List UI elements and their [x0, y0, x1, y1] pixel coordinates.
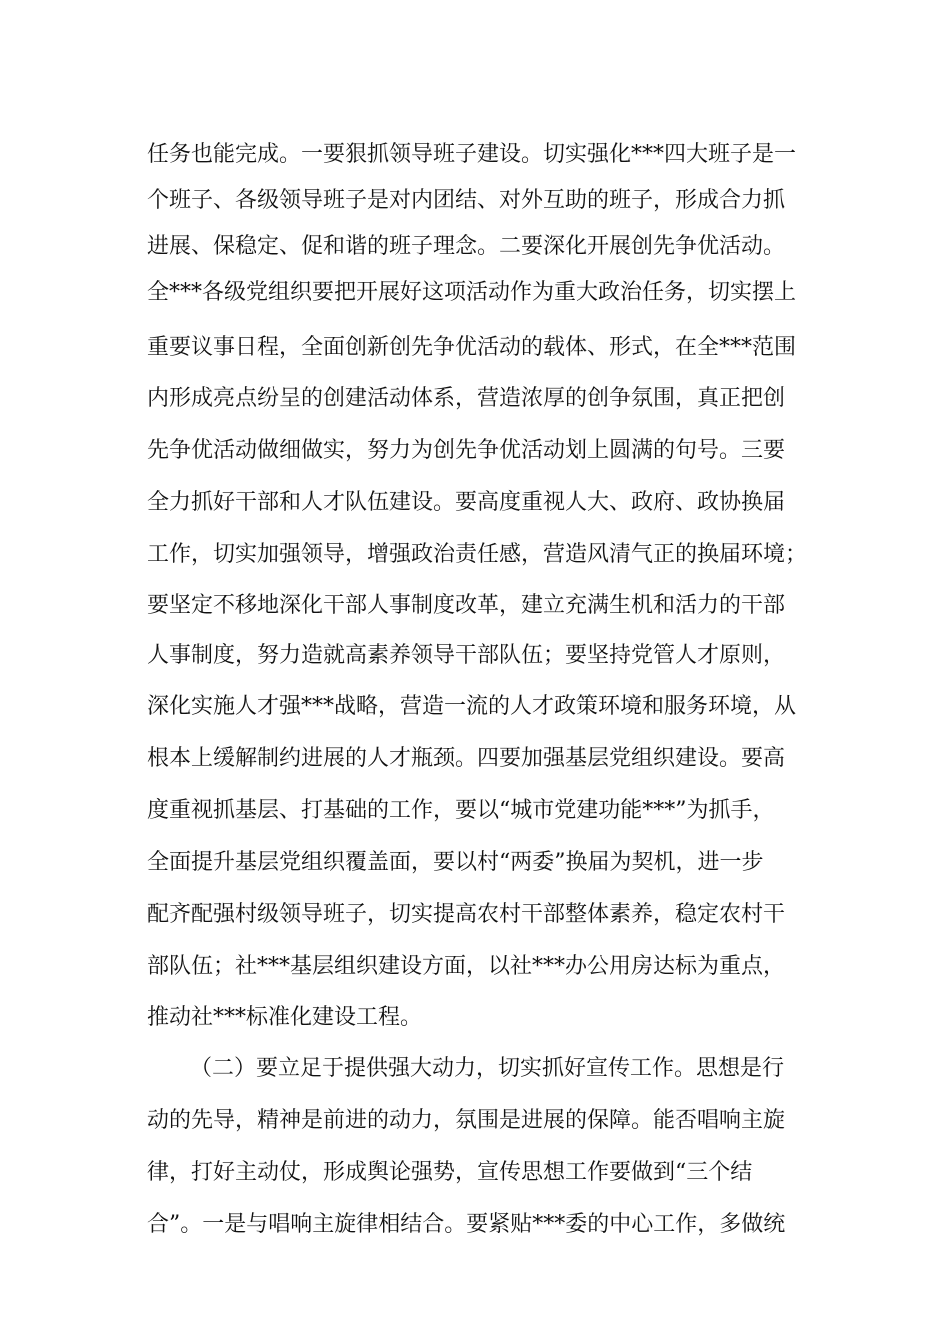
- text-line: 全***各级党组织要把开展好这项活动作为重大政治任务，切实摆上: [147, 280, 797, 305]
- text-line: 全面提升基层党组织覆盖面，要以村“两委”换届为契机，进一步: [147, 850, 764, 875]
- text-line: 任务也能完成。一要狠抓领导班子建设。切实强化***四大班子是一: [147, 142, 797, 167]
- text-line: 度重视抓基层、打基础的工作，要以“城市党建功能***”为抓手，: [147, 798, 775, 823]
- paragraph-first-line: （二）要立足于提供强大动力，切实抓好宣传工作。思想是行: [190, 1056, 785, 1081]
- text-line: 要坚定不移地深化干部人事制度改革，建立充满生机和活力的干部: [147, 593, 786, 618]
- text-line: 配齐配强村级领导班子，切实提高农村干部整体素养，稳定农村干: [147, 902, 786, 927]
- text-line: 推动社***标准化建设工程。: [147, 1005, 423, 1030]
- text-line: 内形成亮点纷呈的创建活动体系，营造浓厚的创争氛围，真正把创: [147, 386, 786, 411]
- text-line: 根本上缓解制约进展的人才瓶颈。四要加强基层党组织建设。要高: [147, 746, 786, 771]
- text-line: 全力抓好干部和人才队伍建设。要高度重视人大、政府、政协换届: [147, 490, 786, 515]
- text-line: 深化实施人才强***战略，营造一流的人才政策环境和服务环境，从: [147, 694, 797, 719]
- text-line: 工作，切实加强领导，增强政治责任感，营造风清气正的换届环境；: [147, 542, 808, 567]
- text-line: 人事制度，努力造就高素养领导干部队伍；要坚持党管人才原则，: [147, 643, 786, 668]
- text-line: 律，打好主动仗，形成舆论强势，宣传思想工作要做到“三个结: [147, 1160, 753, 1185]
- text-line: 动的先导，精神是前进的动力，氛围是进展的保障。能否唱响主旋: [147, 1108, 786, 1133]
- text-line: 重要议事日程，全面创新创先争优活动的载体、形式，在全***范围: [147, 335, 797, 360]
- text-line: 先争优活动做细做实，努力为创先争优活动划上圆满的句号。三要: [147, 438, 786, 463]
- text-line: 进展、保稳定、促和谐的班子理念。二要深化开展创先争优活动。: [147, 234, 786, 259]
- text-line: 合”。一是与唱响主旋律相结合。要紧贴***委的中心工作，多做统: [147, 1212, 786, 1237]
- text-line: 个班子、各级领导班子是对内团结、对外互助的班子，形成合力抓: [147, 188, 786, 213]
- text-line: 部队伍；社***基层组织建设方面，以社***办公用房达标为重点，: [147, 954, 786, 979]
